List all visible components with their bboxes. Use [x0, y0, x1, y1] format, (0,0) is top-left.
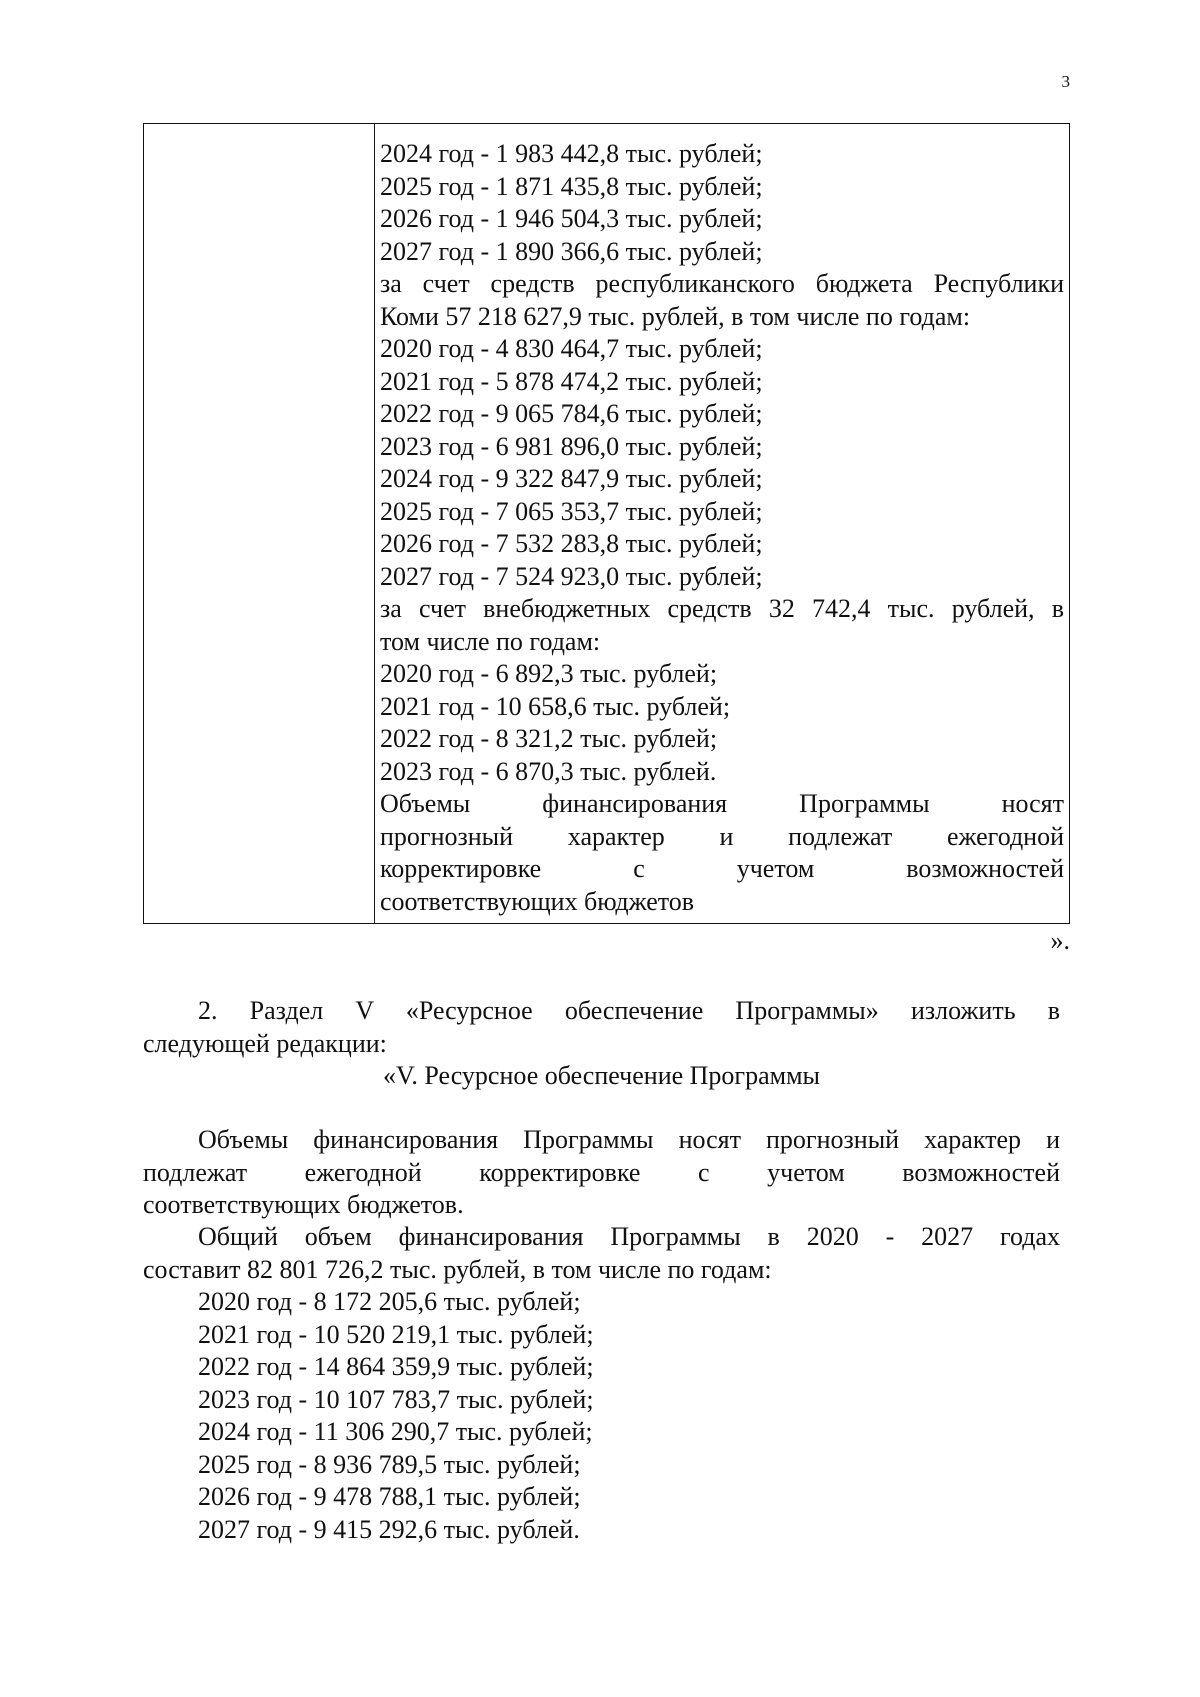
table-line: 2025 год - 7 065 353,7 тыс. рублей; — [380, 496, 763, 526]
table-line: 2026 год - 1 946 504,3 тыс. рублей; — [380, 204, 763, 233]
table-line: 2022 год - 9 065 784,6 тыс. рублей; — [380, 399, 763, 428]
table-line: 2020 год - 4 830 464,7 тыс. рублей; — [380, 334, 763, 363]
table-line: 2026 год - 7 532 283,8 тыс. рублей; — [380, 529, 763, 558]
table-column-divider — [374, 124, 375, 923]
list-item: 2020 год - 8 172 205,6 тыс. рублей; — [198, 1287, 581, 1316]
table-line: Объемы финансирования Программы носят — [380, 789, 1064, 818]
paragraph-line: соответствующих бюджетов. — [143, 1190, 464, 1219]
table-line: 2024 год - 9 322 847,9 тыс. рублей; — [380, 464, 763, 493]
section2-line: следующей редакции: — [143, 1028, 387, 1058]
list-item: 2022 год - 14 864 359,9 тыс. рублей; — [198, 1352, 594, 1381]
section2-paragraph — [143, 995, 1060, 1093]
table-line: 2025 год - 1 871 435,8 тыс. рублей; — [380, 171, 763, 201]
list-item: 2024 год - 11 306 290,7 тыс. рублей; — [198, 1417, 593, 1446]
paragraph-line: Объемы финансирования Программы носят прогнозный характер и — [198, 1125, 1060, 1154]
list-item: 2027 год - 9 415 292,6 тыс. рублей. — [198, 1514, 580, 1544]
table-line: 2022 год - 8 321,2 тыс. рублей; — [380, 724, 718, 753]
list-item: 2026 год - 9 478 788,1 тыс. рублей; — [198, 1482, 581, 1511]
table-right-cell — [380, 138, 1064, 918]
yearly-funding-list — [198, 1286, 898, 1546]
table-line: соответствующих бюджетов — [380, 886, 695, 916]
funding-paragraph — [143, 1124, 1060, 1222]
table-line: 2027 год - 7 524 923,0 тыс. рублей; — [380, 561, 763, 591]
list-item: 2025 год - 8 936 789,5 тыс. рублей; — [198, 1449, 581, 1479]
table-line: 2023 год - 6 981 896,0 тыс. рублей; — [380, 431, 763, 461]
table-line: том числе по годам: — [380, 626, 601, 656]
table-line: 2027 год - 1 890 366,6 тыс. рублей; — [380, 236, 763, 266]
total-funding-paragraph — [143, 1221, 1060, 1286]
paragraph-line: подлежат ежегодной корректировке с учетом возможностей — [143, 1157, 1060, 1187]
list-item: 2023 год - 10 107 783,7 тыс. рублей; — [198, 1384, 594, 1414]
table-line: за счет внебюджетных средств 32 742,4 тыс. рублей, в — [380, 594, 1064, 623]
table-line: прогнозный характер и подлежат ежегодной — [380, 821, 1064, 851]
paragraph-line: составит 82 801 726,2 тыс. рублей, в том числе по годам: — [143, 1254, 772, 1284]
table-line: за счет средств республиканского бюджета Республики — [380, 269, 1064, 298]
section-heading: «V. Ресурсное обеспечение Программы — [383, 1061, 820, 1090]
list-item: 2021 год - 10 520 219,1 тыс. рублей; — [198, 1319, 594, 1349]
page-number: 3 — [1061, 72, 1070, 91]
closing-quote: ». — [1050, 926, 1070, 955]
table-line: 2023 год - 6 870,3 тыс. рублей. — [380, 756, 717, 786]
paragraph-line: Общий объем финансирования Программы в 2020 - 2027 годах — [198, 1222, 1060, 1251]
table-line: Коми 57 218 627,9 тыс. рублей, в том числе по годам: — [380, 301, 971, 331]
table-line: 2024 год - 1 983 442,8 тыс. рублей; — [380, 139, 763, 168]
table-line: 2021 год - 10 658,6 тыс. рублей; — [380, 691, 731, 721]
table-line: корректировке с учетом возможностей — [380, 854, 1064, 883]
section2-line: 2. Раздел V «Ресурсное обеспечение Программы» изложить в — [198, 996, 1060, 1025]
table-line: 2021 год - 5 878 474,2 тыс. рублей; — [380, 366, 763, 396]
financing-table — [143, 123, 1070, 924]
table-line: 2020 год - 6 892,3 тыс. рублей; — [380, 659, 718, 688]
